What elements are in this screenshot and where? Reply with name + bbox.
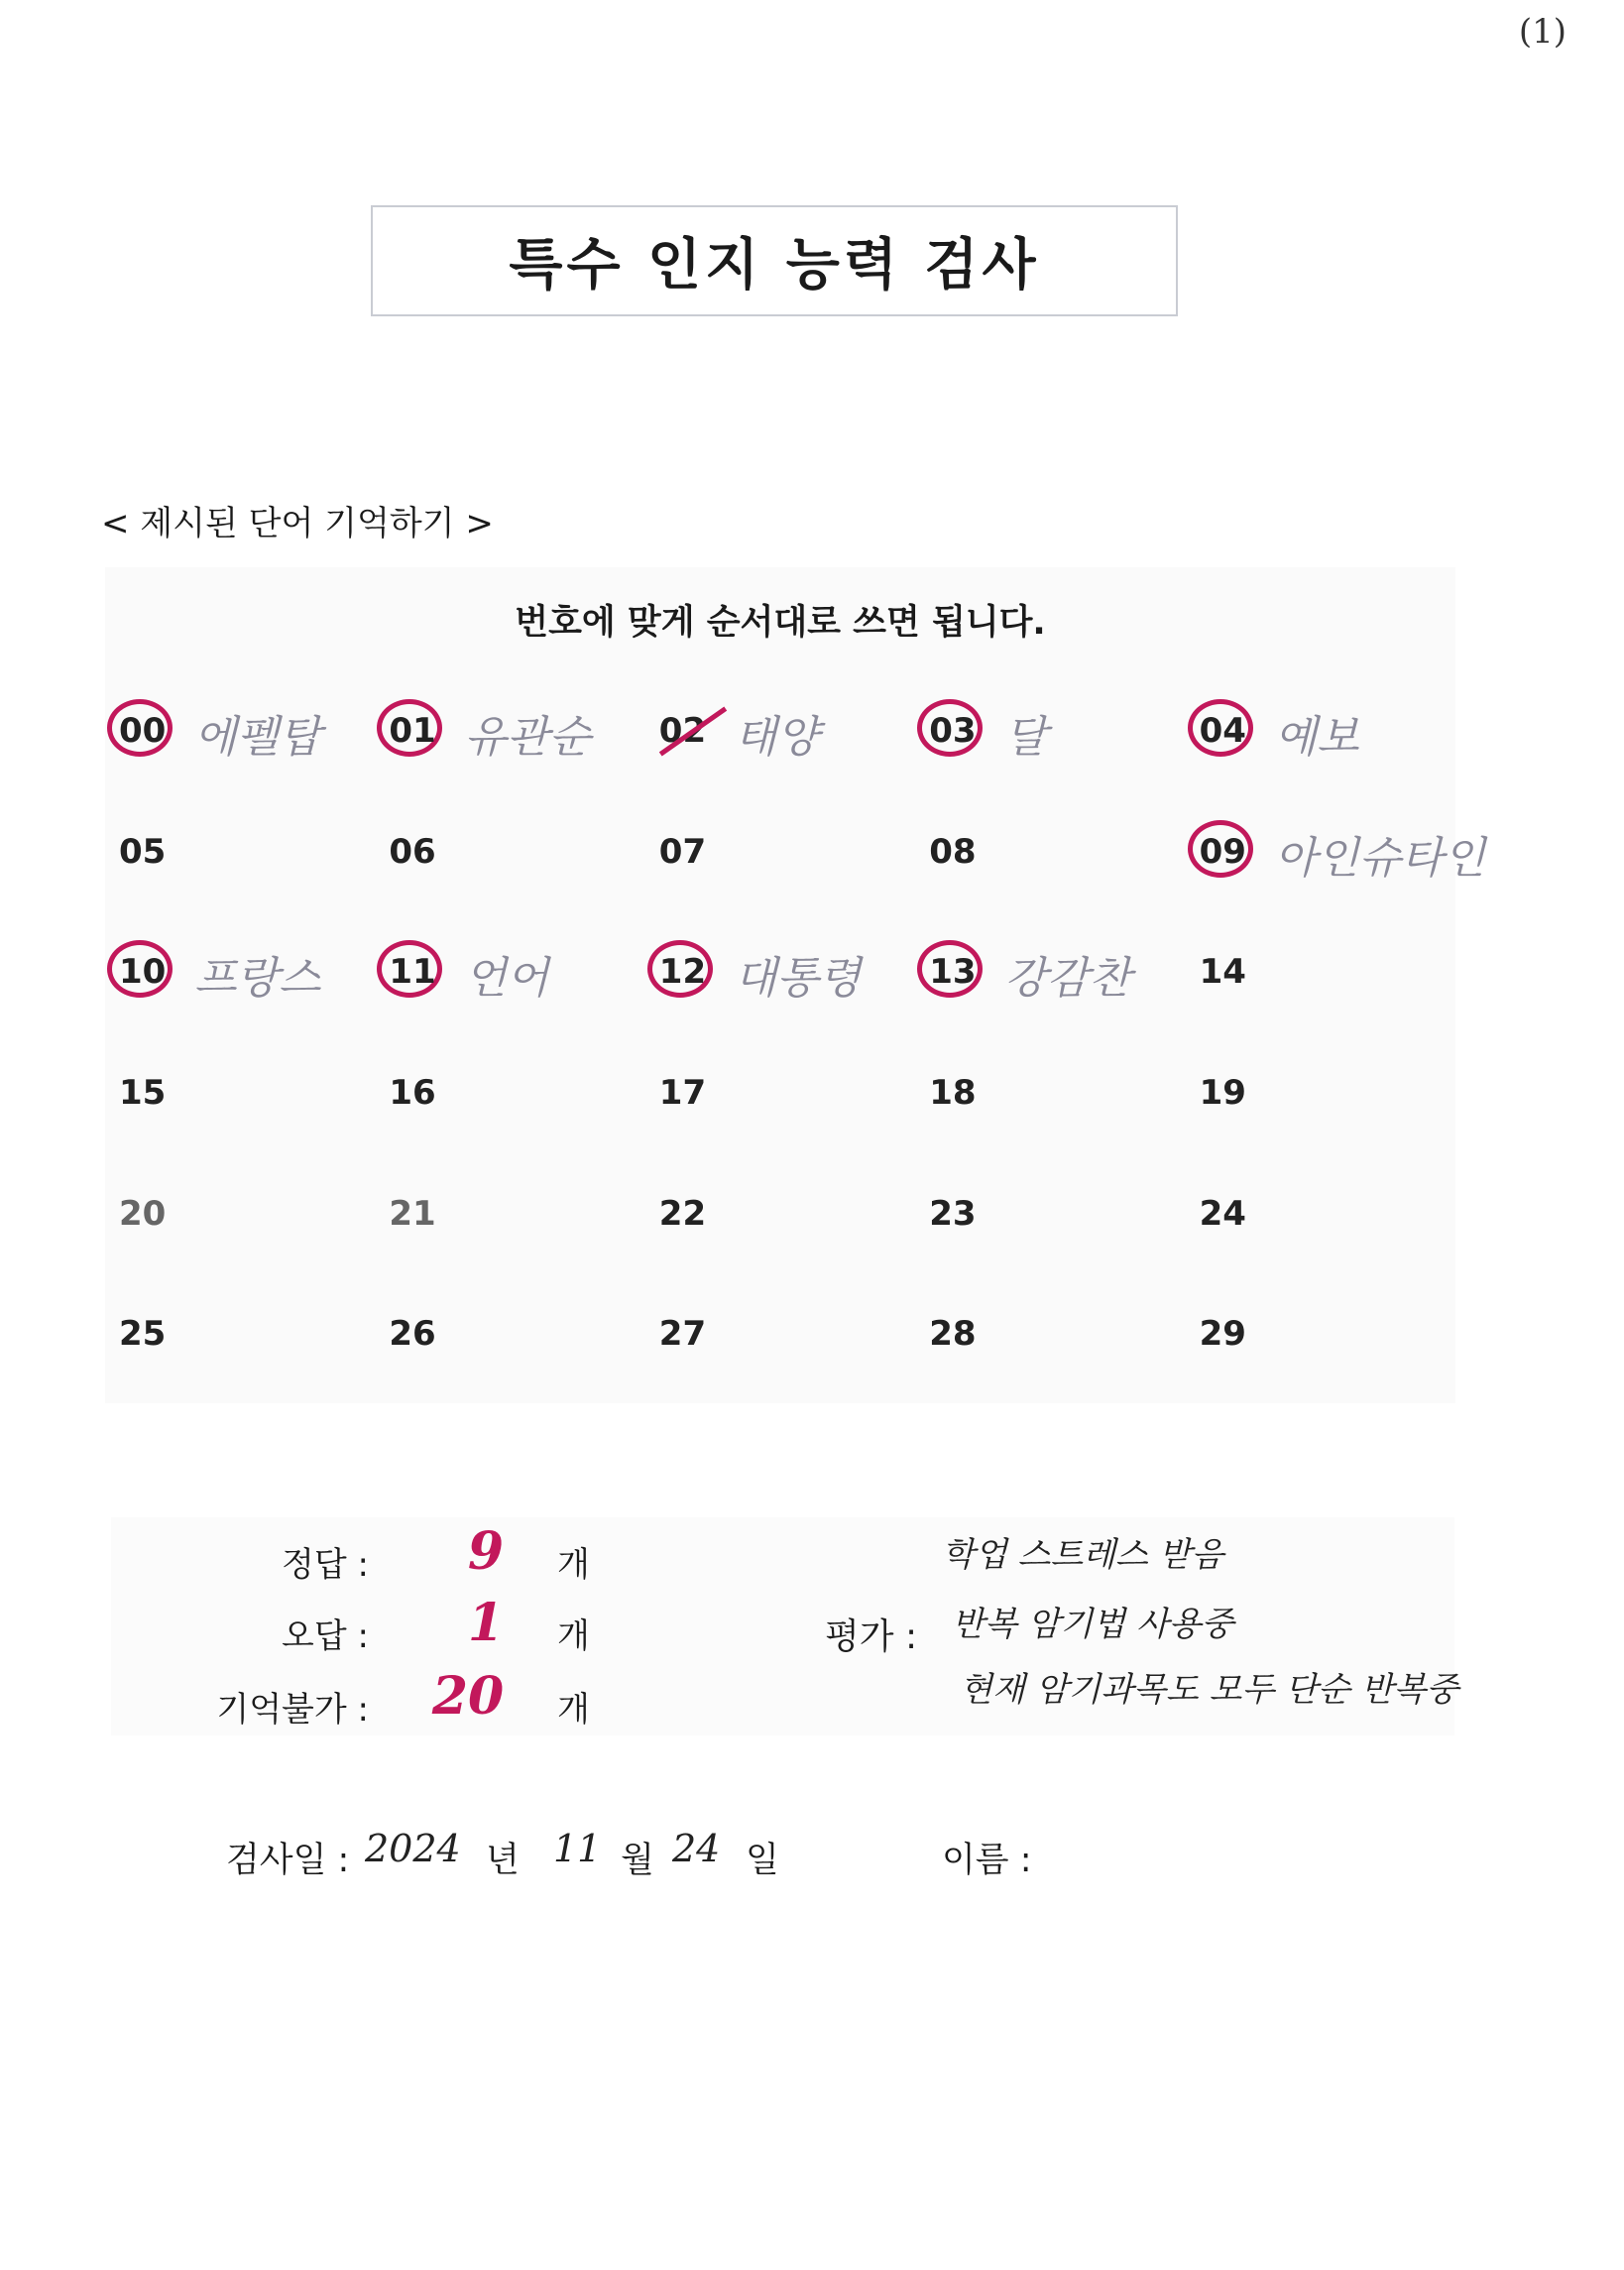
cell-number: 14 (1199, 952, 1246, 993)
handwritten-answer: 예보 (1274, 712, 1359, 763)
grid-cell (645, 1043, 915, 1164)
handwritten-answer: 달 (1004, 712, 1047, 763)
grid-cell (105, 1043, 375, 1164)
grid-cell (1186, 802, 1486, 923)
cell-number: 22 (658, 1193, 707, 1234)
cell-number: 00 (119, 711, 167, 751)
grid-cell (1186, 1043, 1455, 1164)
grid-cell (105, 681, 375, 802)
date-day-unit: 일 (746, 1841, 779, 1880)
cell-number: 17 (658, 1072, 707, 1113)
word-grid-area (105, 567, 1486, 1403)
handwritten-answer: 에펠탑 (194, 712, 321, 763)
cell-number: 25 (119, 1314, 167, 1355)
grid-cell (645, 1164, 915, 1285)
evaluation-line-1: 학업 스트레스 받음 (942, 1535, 1224, 1575)
grid-cell (375, 1164, 644, 1285)
cell-number: 28 (929, 1314, 977, 1355)
unknown-value: 20 (431, 1666, 505, 1727)
unknown-label: 기억불가 : (216, 1690, 369, 1730)
instruction-text: 번호에 맞게 순서대로 쓰면 됩니다. (515, 603, 1046, 643)
cell-number: 24 (1199, 1193, 1246, 1234)
cell-number: 20 (119, 1193, 167, 1234)
evaluation-line-2: 반복 암기법 사용중 (952, 1605, 1234, 1644)
cell-number: 23 (929, 1193, 977, 1234)
grid-cell (375, 681, 644, 802)
cell-number: 29 (1199, 1314, 1246, 1355)
wrong-value: 1 (467, 1593, 505, 1653)
cell-number: 08 (929, 831, 977, 872)
cell-number: 19 (1199, 1072, 1246, 1113)
grid-cell (645, 922, 915, 1043)
page-title: 특수 인지 능력 검사 (509, 233, 1040, 298)
cell-number: 13 (929, 952, 977, 993)
section-heading: < 제시된 단어 기억하기 > (101, 504, 494, 543)
grid-cell (915, 1164, 1185, 1285)
cell-number: 07 (658, 831, 707, 872)
grid-cell (105, 1164, 375, 1285)
handwritten-answer: 언어 (464, 953, 549, 1005)
grid-cell (645, 681, 915, 802)
date-month-unit: 월 (621, 1841, 654, 1880)
handwritten-answer: 아인슈타인 (1274, 832, 1486, 884)
correct-label: 정답 : (282, 1545, 369, 1585)
date-month: 11 (553, 1827, 602, 1870)
grid-cell (915, 802, 1185, 923)
name-label: 이름 : (942, 1841, 1032, 1880)
cell-number: 05 (119, 831, 167, 872)
cell-number: 18 (929, 1072, 977, 1113)
cell-number: 16 (389, 1072, 436, 1113)
grid-cell (1186, 1164, 1455, 1285)
grid-cell (375, 802, 644, 923)
date-label: 검사일 : (226, 1841, 350, 1880)
cell-number: 27 (658, 1314, 707, 1355)
cell-number: 15 (119, 1072, 167, 1113)
grid-cell (915, 1284, 1185, 1405)
grid-cell (375, 922, 644, 1043)
handwritten-answer: 프랑스 (194, 953, 321, 1005)
grid-cell (645, 1284, 915, 1405)
grid-cell (915, 1043, 1185, 1164)
cell-number: 04 (1199, 711, 1246, 751)
grid-cell (1186, 681, 1455, 802)
handwritten-answer: 태양 (734, 712, 819, 763)
cell-number: 09 (1199, 831, 1246, 872)
page-number: (1) (1518, 12, 1566, 52)
wrong-unit: 개 (557, 1616, 590, 1656)
word-grid (105, 681, 1486, 1405)
evaluation-line-3: 현재 암기과목도 모두 단순 반복중 (960, 1670, 1459, 1710)
handwritten-answer: 강감찬 (1004, 953, 1131, 1005)
handwritten-answer: 대통령 (734, 953, 862, 1005)
cell-number: 21 (389, 1193, 436, 1234)
grid-cell (1186, 922, 1455, 1043)
cell-number: 06 (389, 831, 436, 872)
handwritten-answer: 유관순 (464, 712, 591, 763)
evaluation-label: 평가 : (825, 1616, 918, 1657)
grid-cell (645, 802, 915, 923)
date-year: 2024 (365, 1827, 461, 1870)
grid-cell (375, 1284, 644, 1405)
grid-cell (375, 1043, 644, 1164)
cell-number: 12 (658, 952, 707, 993)
date-year-unit: 년 (486, 1841, 520, 1880)
date-day: 24 (672, 1827, 721, 1870)
cell-number: 01 (389, 711, 436, 751)
grid-cell (105, 1284, 375, 1405)
grid-cell (105, 802, 375, 923)
grid-cell (915, 922, 1185, 1043)
unknown-unit: 개 (557, 1690, 590, 1730)
cell-number: 10 (119, 952, 167, 993)
cell-number: 11 (389, 952, 436, 993)
correct-value: 9 (467, 1521, 505, 1582)
wrong-label: 오답 : (282, 1616, 369, 1656)
grid-cell (1186, 1284, 1455, 1405)
grid-cell (915, 681, 1185, 802)
grid-cell (105, 922, 375, 1043)
cell-number: 02 (658, 711, 707, 751)
cell-number: 03 (929, 711, 977, 751)
title-box (371, 205, 1178, 316)
correct-unit: 개 (557, 1545, 590, 1585)
score-area (111, 1517, 1459, 1735)
cell-number: 26 (389, 1314, 436, 1355)
